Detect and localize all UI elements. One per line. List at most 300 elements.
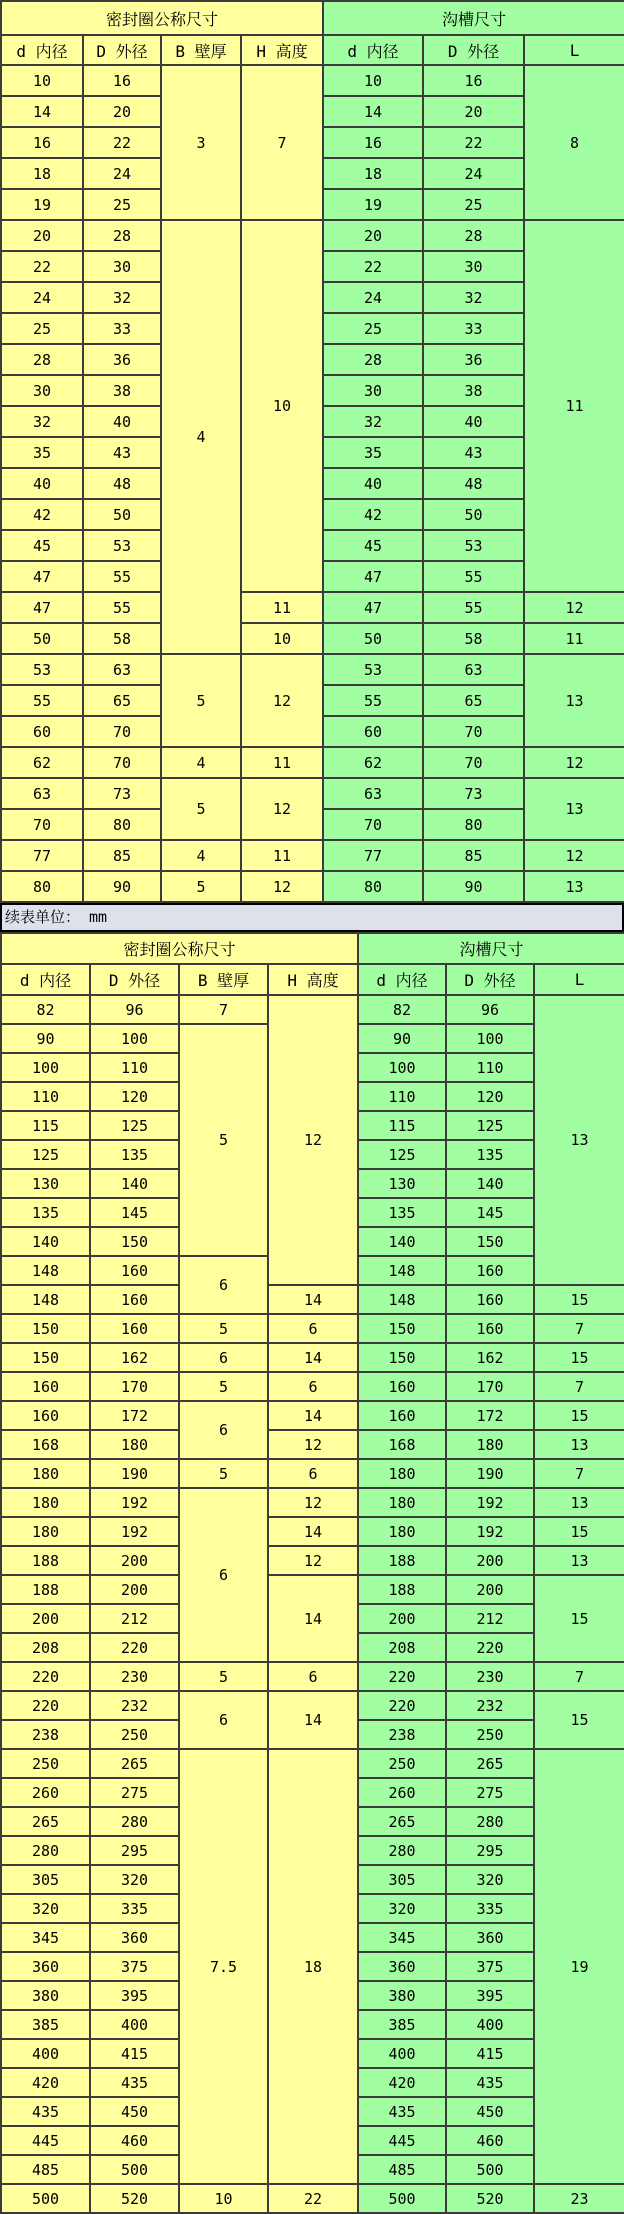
table-cell: 10 (241, 623, 323, 654)
table-cell: 150 (446, 1227, 534, 1256)
table-row (1, 1575, 624, 1604)
section-header-seal-ring: 密封圈公称尺寸 (1, 933, 358, 964)
table-cell: 180 (1, 1488, 90, 1517)
table-row (1, 1517, 624, 1546)
table-cell: 24 (323, 282, 423, 313)
table-row (1, 995, 624, 1024)
table-cell: 160 (446, 1256, 534, 1285)
table-cell: 38 (423, 375, 524, 406)
table-cell: 500 (358, 2184, 446, 2213)
table-cell: 70 (423, 747, 524, 778)
table-cell: 148 (1, 1256, 90, 1285)
table-cell: 35 (1, 437, 83, 468)
table-cell: 13 (534, 1488, 624, 1517)
table-cell: 13 (534, 995, 624, 1285)
table-cell: 15 (534, 1401, 624, 1430)
table-cell: 140 (446, 1169, 534, 1198)
table-row (1, 592, 624, 623)
table-cell: 12 (268, 1488, 358, 1517)
table-cell: 77 (1, 840, 83, 871)
table-row (1, 1401, 624, 1430)
column-header: d 内径 (323, 35, 423, 65)
table-cell: 180 (358, 1459, 446, 1488)
table-cell: 23 (534, 2184, 624, 2213)
table-cell: 55 (323, 685, 423, 716)
table-cell: 150 (358, 1343, 446, 1372)
table-cell: 32 (83, 282, 161, 313)
section-header-seal-ring: 密封圈公称尺寸 (1, 1, 323, 35)
table-cell: 172 (446, 1401, 534, 1430)
table-cell: 22 (423, 127, 524, 158)
table-cell: 82 (1, 995, 90, 1024)
table-cell: 150 (1, 1314, 90, 1343)
table-cell: 280 (358, 1836, 446, 1865)
table-cell: 360 (358, 1952, 446, 1981)
table-row (1, 747, 624, 778)
table-cell: 208 (1, 1633, 90, 1662)
table-cell: 125 (90, 1111, 179, 1140)
table-cell: 250 (446, 1720, 534, 1749)
table-cell: 45 (1, 530, 83, 561)
table-cell: 125 (358, 1140, 446, 1169)
column-header: D 外径 (90, 964, 179, 995)
table-cell: 385 (1, 2010, 90, 2039)
table-cell: 85 (83, 840, 161, 871)
column-header: d 内径 (1, 35, 83, 65)
table-cell: 395 (90, 1981, 179, 2010)
table-cell: 12 (524, 840, 624, 871)
table-cell: 485 (1, 2155, 90, 2184)
table-cell: 232 (446, 1691, 534, 1720)
column-header: B 壁厚 (179, 964, 268, 995)
table-cell: 190 (90, 1459, 179, 1488)
table-cell: 14 (1, 96, 83, 127)
table-row (1, 1691, 624, 1720)
table-cell: 18 (323, 158, 423, 189)
table-cell: 450 (446, 2097, 534, 2126)
table-cell: 28 (1, 344, 83, 375)
table-cell: 115 (358, 1111, 446, 1140)
table-cell: 80 (323, 871, 423, 902)
table-cell: 14 (268, 1401, 358, 1430)
table-cell: 335 (446, 1894, 534, 1923)
table-cell: 90 (423, 871, 524, 902)
table-cell: 500 (1, 2184, 90, 2213)
table-row (1, 1372, 624, 1401)
table-cell: 435 (90, 2068, 179, 2097)
table-cell: 212 (446, 1604, 534, 1633)
table-cell: 220 (1, 1662, 90, 1691)
table-cell: 33 (423, 313, 524, 344)
table-cell: 125 (446, 1111, 534, 1140)
table-cell: 160 (90, 1314, 179, 1343)
table-cell: 375 (446, 1952, 534, 1981)
table-cell: 40 (1, 468, 83, 499)
table-cell: 160 (358, 1372, 446, 1401)
table-cell: 110 (358, 1082, 446, 1111)
table-cell: 188 (358, 1546, 446, 1575)
table-cell: 55 (83, 561, 161, 592)
table-cell: 28 (83, 220, 161, 251)
table-cell: 415 (90, 2039, 179, 2068)
table-cell: 435 (446, 2068, 534, 2097)
table-cell: 18 (268, 1749, 358, 2184)
table-cell: 380 (1, 1981, 90, 2010)
table-cell: 22 (268, 2184, 358, 2213)
table-cell: 435 (1, 2097, 90, 2126)
table-cell: 53 (83, 530, 161, 561)
table-cell: 148 (358, 1285, 446, 1314)
table-cell: 275 (446, 1778, 534, 1807)
table-cell: 40 (423, 406, 524, 437)
column-header: D 外径 (83, 35, 161, 65)
table-cell: 5 (179, 1024, 268, 1256)
table-cell: 238 (358, 1720, 446, 1749)
table-cell: 6 (179, 1488, 268, 1662)
table-cell: 445 (1, 2126, 90, 2155)
table-cell: 360 (1, 1952, 90, 1981)
table-cell: 70 (1, 809, 83, 840)
table-cell: 32 (423, 282, 524, 313)
table-cell: 16 (323, 127, 423, 158)
table-cell: 47 (1, 561, 83, 592)
table-row (1, 778, 624, 809)
table-cell: 232 (90, 1691, 179, 1720)
table-cell: 22 (83, 127, 161, 158)
table-cell: 160 (358, 1401, 446, 1430)
table-cell: 4 (161, 220, 241, 654)
table-cell: 25 (83, 189, 161, 220)
table-cell: 13 (534, 1430, 624, 1459)
table-cell: 50 (323, 623, 423, 654)
table-cell: 145 (90, 1198, 179, 1227)
table-cell: 220 (358, 1691, 446, 1720)
table-cell: 375 (90, 1952, 179, 1981)
table-cell: 172 (90, 1401, 179, 1430)
table-cell: 55 (83, 592, 161, 623)
table-cell: 5 (161, 871, 241, 902)
table-cell: 415 (446, 2039, 534, 2068)
table-cell: 180 (358, 1488, 446, 1517)
table-cell: 265 (90, 1749, 179, 1778)
table-cell: 24 (423, 158, 524, 189)
table-cell: 15 (534, 1691, 624, 1749)
table-row (1, 871, 624, 902)
table-cell: 385 (358, 2010, 446, 2039)
table-row (1, 1314, 624, 1343)
table-cell: 25 (1, 313, 83, 344)
table-cell: 14 (268, 1517, 358, 1546)
table-cell: 345 (1, 1923, 90, 1952)
table-cell: 140 (1, 1227, 90, 1256)
table-cell: 13 (524, 654, 624, 747)
table-cell: 238 (1, 1720, 90, 1749)
table-cell: 188 (1, 1575, 90, 1604)
table-cell: 7 (534, 1662, 624, 1691)
table-cell: 8 (524, 65, 624, 220)
table-cell: 220 (90, 1633, 179, 1662)
table-cell: 135 (358, 1198, 446, 1227)
table-cell: 22 (1, 251, 83, 282)
table-cell: 260 (358, 1778, 446, 1807)
table-row (1, 1546, 624, 1575)
table-cell: 30 (83, 251, 161, 282)
table-cell: 120 (90, 1082, 179, 1111)
table-cell: 140 (90, 1169, 179, 1198)
table-cell: 36 (423, 344, 524, 375)
table-cell: 5 (179, 1314, 268, 1343)
table-cell: 145 (446, 1198, 534, 1227)
table-cell: 16 (83, 65, 161, 96)
table-cell: 265 (446, 1749, 534, 1778)
table-cell: 77 (323, 840, 423, 871)
table-cell: 320 (358, 1894, 446, 1923)
table-cell: 20 (1, 220, 83, 251)
table-cell: 6 (179, 1256, 268, 1314)
table-cell: 30 (1, 375, 83, 406)
table-cell: 135 (446, 1140, 534, 1169)
table-row (1, 654, 624, 685)
table-cell: 520 (446, 2184, 534, 2213)
table-cell: 130 (1, 1169, 90, 1198)
table-cell: 80 (83, 809, 161, 840)
table-cell: 85 (423, 840, 524, 871)
table-cell: 70 (323, 809, 423, 840)
table-cell: 150 (1, 1343, 90, 1372)
column-header: d 内径 (1, 964, 90, 995)
table-row (1, 1343, 624, 1372)
table-cell: 7 (179, 995, 268, 1024)
table-cell: 6 (268, 1459, 358, 1488)
table-cell: 160 (446, 1314, 534, 1343)
table-cell: 180 (446, 1430, 534, 1459)
table-cell: 5 (161, 654, 241, 747)
table-cell: 305 (358, 1865, 446, 1894)
table-cell: 100 (90, 1024, 179, 1053)
table-cell: 50 (83, 499, 161, 530)
table-cell: 360 (90, 1923, 179, 1952)
table-cell: 192 (446, 1517, 534, 1546)
table-cell: 6 (268, 1372, 358, 1401)
table-cell: 80 (1, 871, 83, 902)
table-cell: 6 (268, 1662, 358, 1691)
table-cell: 100 (1, 1053, 90, 1082)
table-cell: 40 (323, 468, 423, 499)
table-cell: 320 (1, 1894, 90, 1923)
table-cell: 450 (90, 2097, 179, 2126)
table-cell: 500 (90, 2155, 179, 2184)
table-cell: 6 (268, 1314, 358, 1343)
table-cell: 180 (358, 1517, 446, 1546)
table-cell: 65 (83, 685, 161, 716)
table-cell: 500 (446, 2155, 534, 2184)
table-cell: 220 (1, 1691, 90, 1720)
table-cell: 12 (524, 747, 624, 778)
table-cell: 11 (241, 592, 323, 623)
table-cell: 60 (323, 716, 423, 747)
table-cell: 14 (323, 96, 423, 127)
table-cell: 14 (268, 1285, 358, 1314)
table-cell: 43 (83, 437, 161, 468)
table-cell: 295 (90, 1836, 179, 1865)
table-cell: 53 (1, 654, 83, 685)
table-cell: 7 (534, 1459, 624, 1488)
table-cell: 28 (423, 220, 524, 251)
table-cell: 200 (446, 1546, 534, 1575)
table-cell: 200 (1, 1604, 90, 1633)
table-cell: 10 (241, 220, 323, 592)
table-cell: 33 (83, 313, 161, 344)
table-cell: 345 (358, 1923, 446, 1952)
table-cell: 148 (1, 1285, 90, 1314)
table-cell: 96 (90, 995, 179, 1024)
table-cell: 380 (358, 1981, 446, 2010)
table-cell: 180 (1, 1459, 90, 1488)
table-cell: 200 (446, 1575, 534, 1604)
column-header: H 高度 (268, 964, 358, 995)
table-row (1, 65, 624, 96)
table-cell: 275 (90, 1778, 179, 1807)
table-cell: 82 (358, 995, 446, 1024)
table-cell: 160 (1, 1401, 90, 1430)
table-cell: 12 (241, 654, 323, 747)
table-cell: 11 (241, 840, 323, 871)
table-row (1, 1488, 624, 1517)
table-cell: 12 (241, 778, 323, 840)
table-cell: 43 (423, 437, 524, 468)
table-cell: 11 (241, 747, 323, 778)
table-cell: 16 (1, 127, 83, 158)
table-cell: 200 (358, 1604, 446, 1633)
table-cell: 20 (83, 96, 161, 127)
table-cell: 150 (358, 1314, 446, 1343)
table-cell: 62 (323, 747, 423, 778)
table-cell: 30 (323, 375, 423, 406)
table-cell: 12 (241, 871, 323, 902)
table-cell: 90 (1, 1024, 90, 1053)
table-cell: 90 (358, 1024, 446, 1053)
table-cell: 63 (83, 654, 161, 685)
table-cell: 188 (358, 1575, 446, 1604)
column-header: L (524, 35, 624, 65)
table-cell: 15 (534, 1517, 624, 1546)
table-cell: 28 (323, 344, 423, 375)
table-cell: 230 (446, 1662, 534, 1691)
table-cell: 212 (90, 1604, 179, 1633)
table-cell: 11 (524, 220, 624, 592)
table-cell: 13 (534, 1546, 624, 1575)
table-cell: 7.5 (179, 1749, 268, 2184)
table-cell: 58 (423, 623, 524, 654)
table-cell: 96 (446, 995, 534, 1024)
table-row (1, 1430, 624, 1459)
table-cell: 115 (1, 1111, 90, 1140)
table-cell: 50 (1, 623, 83, 654)
table-cell: 485 (358, 2155, 446, 2184)
unit-note-bar: 续表单位： mm (0, 903, 624, 932)
section-header-groove: 沟槽尺寸 (323, 1, 624, 35)
table-cell: 42 (1, 499, 83, 530)
table-cell: 60 (1, 716, 83, 747)
table-cell: 19 (534, 1749, 624, 2184)
section-header-groove: 沟槽尺寸 (358, 933, 624, 964)
table-cell: 11 (524, 623, 624, 654)
table-cell: 360 (446, 1923, 534, 1952)
table-cell: 320 (90, 1865, 179, 1894)
table-cell: 14 (268, 1691, 358, 1749)
table-cell: 12 (524, 592, 624, 623)
table-cell: 42 (323, 499, 423, 530)
table-cell: 70 (83, 747, 161, 778)
table-row (1, 220, 624, 251)
table-cell: 460 (446, 2126, 534, 2155)
table-cell: 160 (1, 1372, 90, 1401)
table-cell: 520 (90, 2184, 179, 2213)
table-cell: 200 (90, 1575, 179, 1604)
table-cell: 7 (241, 65, 323, 220)
table-cell: 63 (323, 778, 423, 809)
table-cell: 13 (524, 778, 624, 840)
table-cell: 32 (1, 406, 83, 437)
table-cell: 10 (1, 65, 83, 96)
table-cell: 180 (90, 1430, 179, 1459)
table-cell: 230 (90, 1662, 179, 1691)
table-cell: 48 (83, 468, 161, 499)
table-cell: 63 (423, 654, 524, 685)
table-cell: 25 (423, 189, 524, 220)
column-header: H 高度 (241, 35, 323, 65)
table-cell: 47 (323, 592, 423, 623)
table-cell: 24 (1, 282, 83, 313)
table-cell: 62 (1, 747, 83, 778)
table-cell: 420 (1, 2068, 90, 2097)
table-cell: 38 (83, 375, 161, 406)
table-cell: 73 (83, 778, 161, 809)
table-cell: 5 (179, 1662, 268, 1691)
table-cell: 7 (534, 1314, 624, 1343)
table-cell: 110 (446, 1053, 534, 1082)
table-cell: 220 (358, 1662, 446, 1691)
table-cell: 160 (90, 1256, 179, 1285)
table-cell: 24 (83, 158, 161, 189)
table-cell: 12 (268, 1546, 358, 1575)
table-cell: 25 (323, 313, 423, 344)
table-cell: 250 (1, 1749, 90, 1778)
table-cell: 13 (524, 871, 624, 902)
table-row (1, 2184, 624, 2213)
table-cell: 7 (534, 1372, 624, 1401)
table-cell: 400 (358, 2039, 446, 2068)
table-cell: 53 (423, 530, 524, 561)
column-header: D 外径 (423, 35, 524, 65)
table-cell: 400 (90, 2010, 179, 2039)
table-cell: 70 (83, 716, 161, 747)
table-cell: 50 (423, 499, 524, 530)
table-cell: 135 (90, 1140, 179, 1169)
table-cell: 148 (358, 1256, 446, 1285)
table-cell: 22 (323, 251, 423, 282)
table-cell: 295 (446, 1836, 534, 1865)
table-row (1, 623, 624, 654)
table-cell: 32 (323, 406, 423, 437)
table-cell: 16 (423, 65, 524, 96)
table-cell: 18 (1, 158, 83, 189)
seal-ring-table-continued (0, 932, 624, 2214)
table-row (1, 1285, 624, 1314)
table-cell: 160 (90, 1285, 179, 1314)
table-cell: 110 (1, 1082, 90, 1111)
table-cell: 260 (1, 1778, 90, 1807)
